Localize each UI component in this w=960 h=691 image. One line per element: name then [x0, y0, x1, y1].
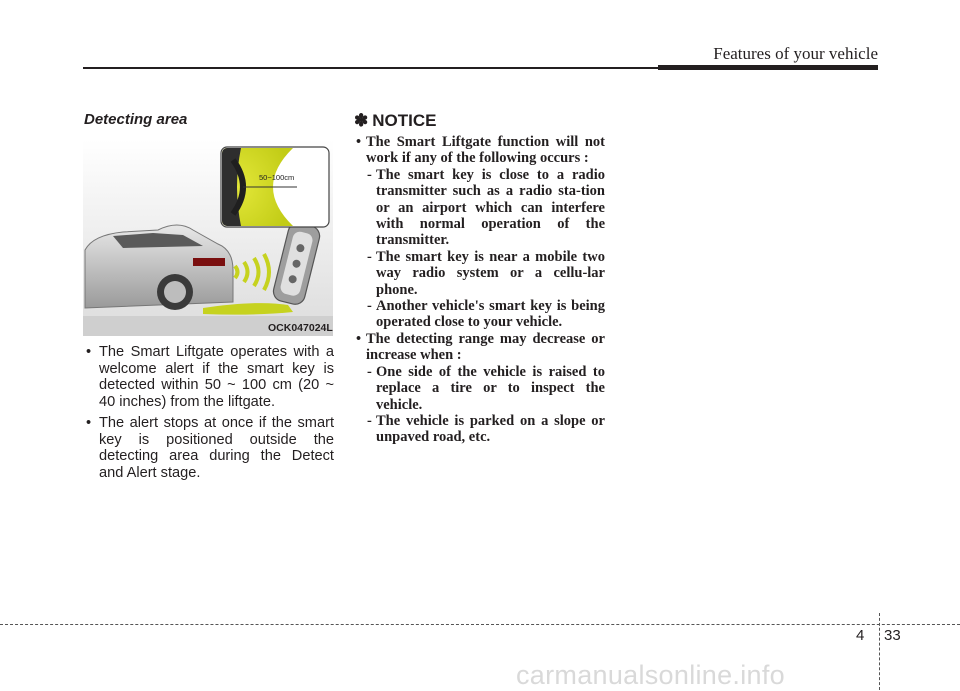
notice-subitem: - One side of the vehicle is raised to replace a tire or to inspect the vehicle.: [354, 364, 605, 413]
detecting-area-figure: [83, 140, 333, 336]
range-label: 50~100cm: [259, 173, 295, 182]
page-number: 33: [884, 627, 901, 644]
notice-bullet: • The detecting range may decrease or increase when :: [354, 331, 605, 364]
list-item: • The alert stops at once if the smart key is positioned outside the detecting area during the Detect and Alert stage.: [84, 415, 334, 481]
running-header: Features of your vehicle: [713, 44, 878, 63]
notice-subitem: - The vehicle is parked on a slope or unpaved road, etc.: [354, 413, 605, 446]
footer-divider: [879, 613, 880, 690]
notice-subitem: - Another vehicle's smart key is being operated close to your vehicle.: [354, 298, 605, 331]
figure-code: OCK047024L: [268, 322, 333, 334]
notice-heading: [354, 111, 436, 131]
notice-bullet: • The Smart Liftgate function will not work if any of the following occurs :: [354, 134, 605, 167]
header-rule: [83, 67, 878, 69]
notice-subitem: - The smart key is close to a radio transmitter such as a radio sta-tion or an airport which can interfere with normal operation of the transmitter.: [354, 167, 605, 249]
footer-rule: [0, 624, 960, 625]
left-bullet-list: [84, 344, 334, 486]
list-item: • The Smart Liftgate operates with a welcome alert if the smart key is detected within 50 ~ 100 cm (20 ~ 40 inches) from the liftgate.: [84, 344, 334, 410]
car-illustration: [83, 140, 333, 336]
chapter-number: 4: [856, 627, 865, 644]
tail-light: [193, 258, 225, 266]
detail-inset: [221, 147, 329, 227]
notice-body: [354, 134, 605, 446]
notice-title: NOTICE: [372, 111, 437, 130]
watermark: carmanualsonline.info: [516, 660, 785, 690]
notice-mark-icon: ✽: [354, 111, 369, 130]
section-heading: Detecting area: [84, 111, 188, 128]
notice-subitem: - The smart key is near a mobile two way radio system or a cellu-lar phone.: [354, 249, 605, 298]
